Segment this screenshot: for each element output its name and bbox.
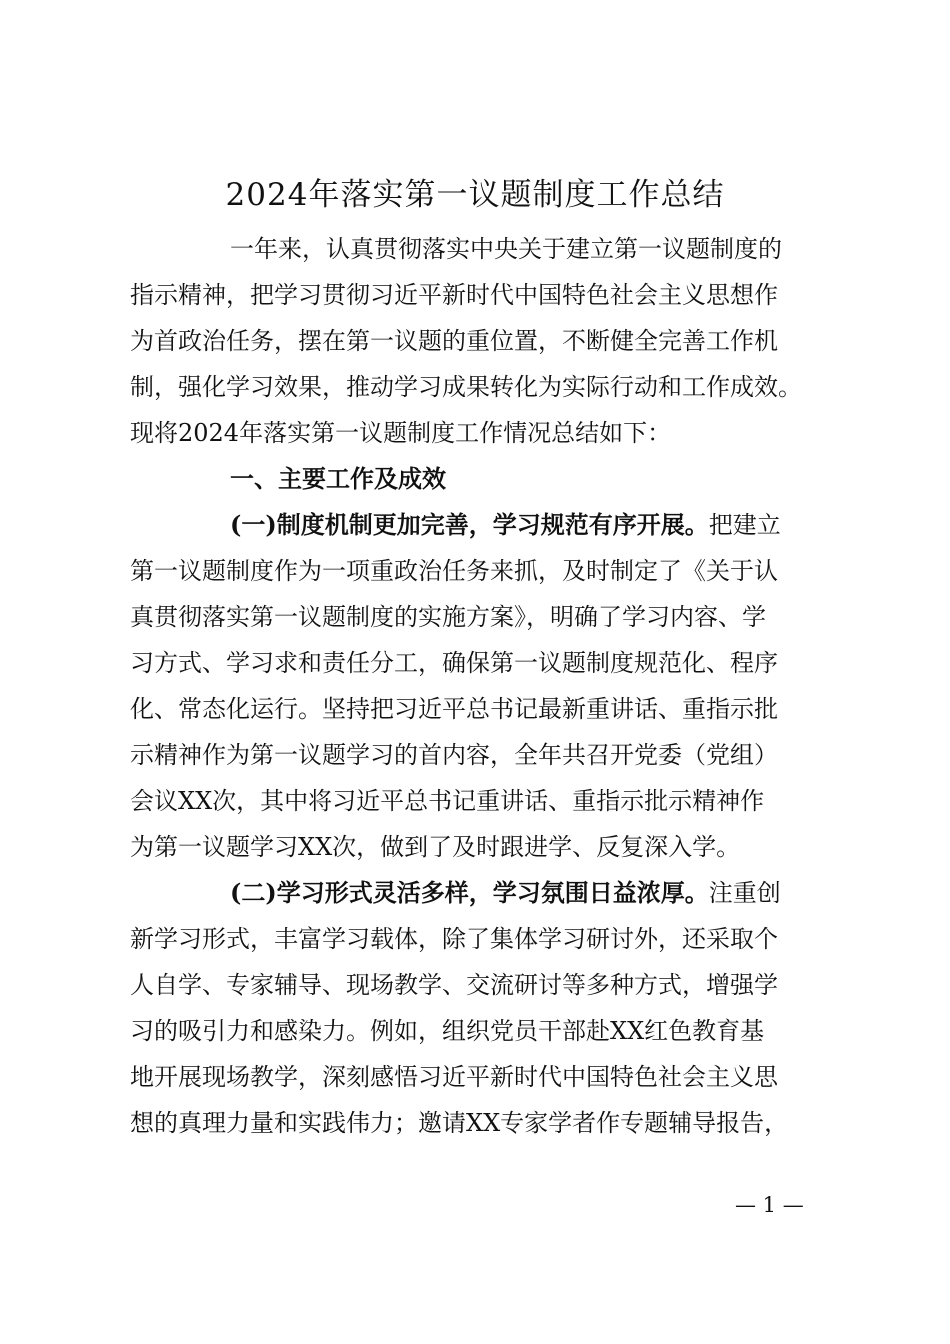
paragraph-line: 为第一议题学习XX次，做到了及时跟进学、反复深入学。	[130, 833, 741, 861]
paragraph-line: 现将2024年落实第一议题制度工作情况总结如下：	[130, 419, 672, 447]
paragraph-line: 示精神作为第一议题学习的首内容，全年共召开党委（党组）	[130, 741, 778, 769]
subsection-1-heading: (一)制度机制更加完善，学习规范有序开展。	[230, 510, 709, 539]
paragraph-line: 真贯彻落实第一议题制度的实施方案》，明确了学习内容、学	[130, 603, 766, 631]
paragraph-line: 会议XX次，其中将习近平总书记重讲话、重指示批示精神作	[130, 787, 765, 815]
paragraph-line: 习方式、学习求和责任分工，确保第一议题制度规范化、程序	[130, 649, 778, 677]
paragraph-line: 地开展现场教学，深刻感悟习近平新时代中国特色社会主义思	[130, 1063, 778, 1091]
document-title: 2024年落实第一议题制度工作总结	[225, 177, 725, 213]
paragraph-line: 一年来，认真贯彻落实中央关于建立第一议题制度的	[230, 235, 782, 263]
paragraph-text: 注重创	[708, 879, 781, 907]
paragraph-line: 为首政治任务，摆在第一议题的重位置，不断健全完善工作机	[130, 327, 778, 355]
paragraph-line: 第一议题制度作为一项重政治任务来抓，及时制定了《关于认	[130, 557, 778, 585]
paragraph-line: 想的真理力量和实践伟力；邀请XX专家学者作专题辅导报告，	[130, 1109, 789, 1137]
paragraph-line: 新学习形式，丰富学习载体，除了集体学习研讨外，还采取个	[130, 925, 778, 953]
paragraph-line: 指示精神，把学习贯彻习近平新时代中国特色社会主义思想作	[130, 281, 778, 309]
paragraph-line	[130, 870, 850, 916]
paragraph-line: 化、常态化运行。坚持把习近平总书记最新重讲话、重指示批	[130, 695, 778, 723]
section-heading: 一、主要工作及成效	[230, 465, 446, 493]
section-heading-block	[130, 456, 850, 502]
subsection-1-paragraph	[130, 502, 850, 870]
paragraph-line: 制，强化学习效果，推动学习成果转化为实际行动和工作成效。	[130, 373, 802, 401]
subsection-2-paragraph	[130, 870, 850, 1146]
subsection-2-heading: (二)学习形式灵活多样，学习氛围日益浓厚。	[230, 878, 709, 907]
paragraph-line: 人自学、专家辅导、现场教学、交流研讨等多种方式，增强学	[130, 971, 778, 999]
page-number: — 1 —	[735, 1193, 804, 1217]
paragraph-text: 把建立	[708, 511, 781, 539]
paragraph-line: 习的吸引力和感染力。例如，组织党员干部赴XX红色教育基	[130, 1017, 765, 1045]
paragraph-line	[130, 502, 850, 548]
intro-paragraph	[130, 226, 850, 456]
